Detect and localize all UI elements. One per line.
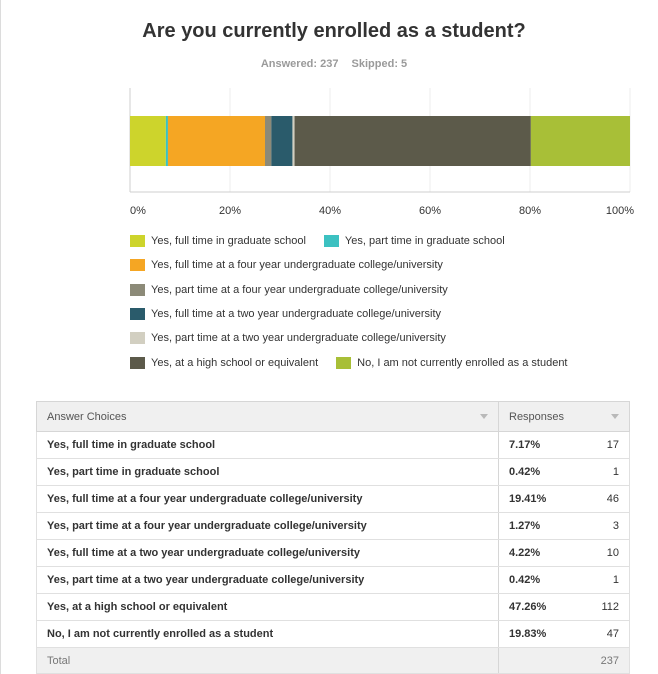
response-percent: 1.27%	[499, 513, 570, 540]
responses-header[interactable]: Responses	[499, 402, 630, 432]
table-row	[37, 486, 630, 513]
total-count: 237	[569, 648, 630, 674]
legend-label: Yes, at a high school or equivalent	[151, 356, 319, 369]
legend-label: Yes, part time in graduate school	[344, 235, 505, 248]
legend-row	[130, 253, 650, 277]
response-percent: 47.26%	[499, 594, 570, 621]
legend-row	[130, 326, 650, 350]
answer-choice-label: Yes, full time at a four year undergraduate college/university	[37, 486, 499, 513]
legend-label: Yes, full time at a two year undergraduate college/university	[151, 308, 442, 321]
response-count: 1	[569, 459, 630, 486]
response-percent: 0.42%	[499, 567, 570, 594]
legend-label: Yes, part time at a four year undergraduate college/university	[151, 283, 448, 296]
response-count: 112	[569, 594, 630, 621]
legend-swatch	[130, 259, 145, 271]
bar-segment[interactable]	[166, 116, 168, 166]
response-summary	[0, 58, 658, 70]
table-row	[37, 594, 630, 621]
legend-swatch	[130, 332, 145, 344]
answer-choice-label: Yes, part time at a four year undergraduate college/university	[37, 513, 499, 540]
bar-segment[interactable]	[531, 116, 630, 166]
legend-item[interactable]	[130, 357, 318, 369]
answer-choice-label: Yes, full time in graduate school	[37, 432, 499, 459]
response-percent: 4.22%	[499, 540, 570, 567]
total-label: Total	[37, 648, 499, 674]
response-percent: 19.83%	[499, 621, 570, 648]
legend-swatch	[130, 284, 145, 296]
response-count: 47	[569, 621, 630, 648]
legend-swatch	[130, 235, 145, 247]
table-row	[37, 432, 630, 459]
answered-count: Answered: 237	[260, 58, 339, 70]
legend-row	[130, 350, 650, 374]
x-tick-label: 60%	[418, 205, 442, 217]
bar-segment[interactable]	[271, 116, 292, 166]
chevron-down-icon[interactable]	[611, 414, 619, 419]
legend-label: No, I am not currently enrolled as a student	[357, 356, 568, 369]
bar-segment[interactable]	[168, 116, 265, 166]
chart-legend	[130, 229, 650, 375]
legend-swatch	[336, 357, 351, 369]
legend-swatch	[130, 308, 145, 320]
table-row	[37, 513, 630, 540]
response-count: 10	[569, 540, 630, 567]
legend-label: Yes, full time in graduate school	[151, 235, 306, 248]
table-row	[37, 540, 630, 567]
response-count: 1	[569, 567, 630, 594]
bar-segment[interactable]	[292, 116, 294, 166]
legend-item[interactable]	[130, 235, 306, 247]
legend-item[interactable]	[130, 332, 446, 344]
x-tick-label: 80%	[518, 205, 542, 217]
x-tick-label: 100%	[605, 205, 635, 217]
bar-segment[interactable]	[265, 116, 271, 166]
table-row	[37, 621, 630, 648]
legend-swatch	[130, 357, 145, 369]
answer-choice-label: Yes, part time at a two year undergraduate college/university	[37, 567, 499, 594]
legend-row	[130, 302, 650, 326]
response-count: 3	[569, 513, 630, 540]
answer-choice-label: No, I am not currently enrolled as a student	[37, 621, 499, 648]
answer-choice-label: Yes, at a high school or equivalent	[37, 594, 499, 621]
legend-item[interactable]	[336, 357, 567, 369]
x-tick-label: 20%	[218, 205, 242, 217]
stacked-bar-chart	[120, 82, 650, 222]
response-percent: 19.41%	[499, 486, 570, 513]
x-tick-label: 0%	[130, 205, 146, 217]
chevron-down-icon[interactable]	[480, 414, 488, 419]
table-row	[37, 459, 630, 486]
legend-item[interactable]	[324, 235, 505, 247]
response-percent: 0.42%	[499, 459, 570, 486]
legend-item[interactable]	[130, 259, 443, 271]
answer-choices-header[interactable]: Answer Choices	[37, 402, 499, 432]
responses-table	[36, 401, 630, 674]
frame-border	[0, 0, 1, 674]
x-tick-label: 40%	[318, 205, 342, 217]
answer-choice-label: Yes, part time in graduate school	[37, 459, 499, 486]
table-row	[37, 567, 630, 594]
question-title: Are you currently enrolled as a student?	[142, 20, 526, 42]
table-header-row	[37, 402, 630, 432]
skipped-count: Skipped: 5	[351, 58, 408, 70]
legend-item[interactable]	[130, 308, 441, 320]
legend-label: Yes, part time at a two year undergraduate college/university	[151, 332, 446, 345]
bar-segment[interactable]	[130, 116, 166, 166]
bar-segment[interactable]	[295, 116, 531, 166]
legend-swatch	[324, 235, 339, 247]
response-count: 46	[569, 486, 630, 513]
legend-row	[130, 278, 650, 302]
legend-label: Yes, full time at a four year undergraduate college/university	[151, 259, 443, 272]
answer-choice-label: Yes, full time at a two year undergraduate college/university	[37, 540, 499, 567]
response-percent: 7.17%	[499, 432, 570, 459]
total-row	[37, 648, 630, 674]
response-count: 17	[569, 432, 630, 459]
legend-item[interactable]	[130, 284, 448, 296]
legend-row	[130, 229, 650, 253]
